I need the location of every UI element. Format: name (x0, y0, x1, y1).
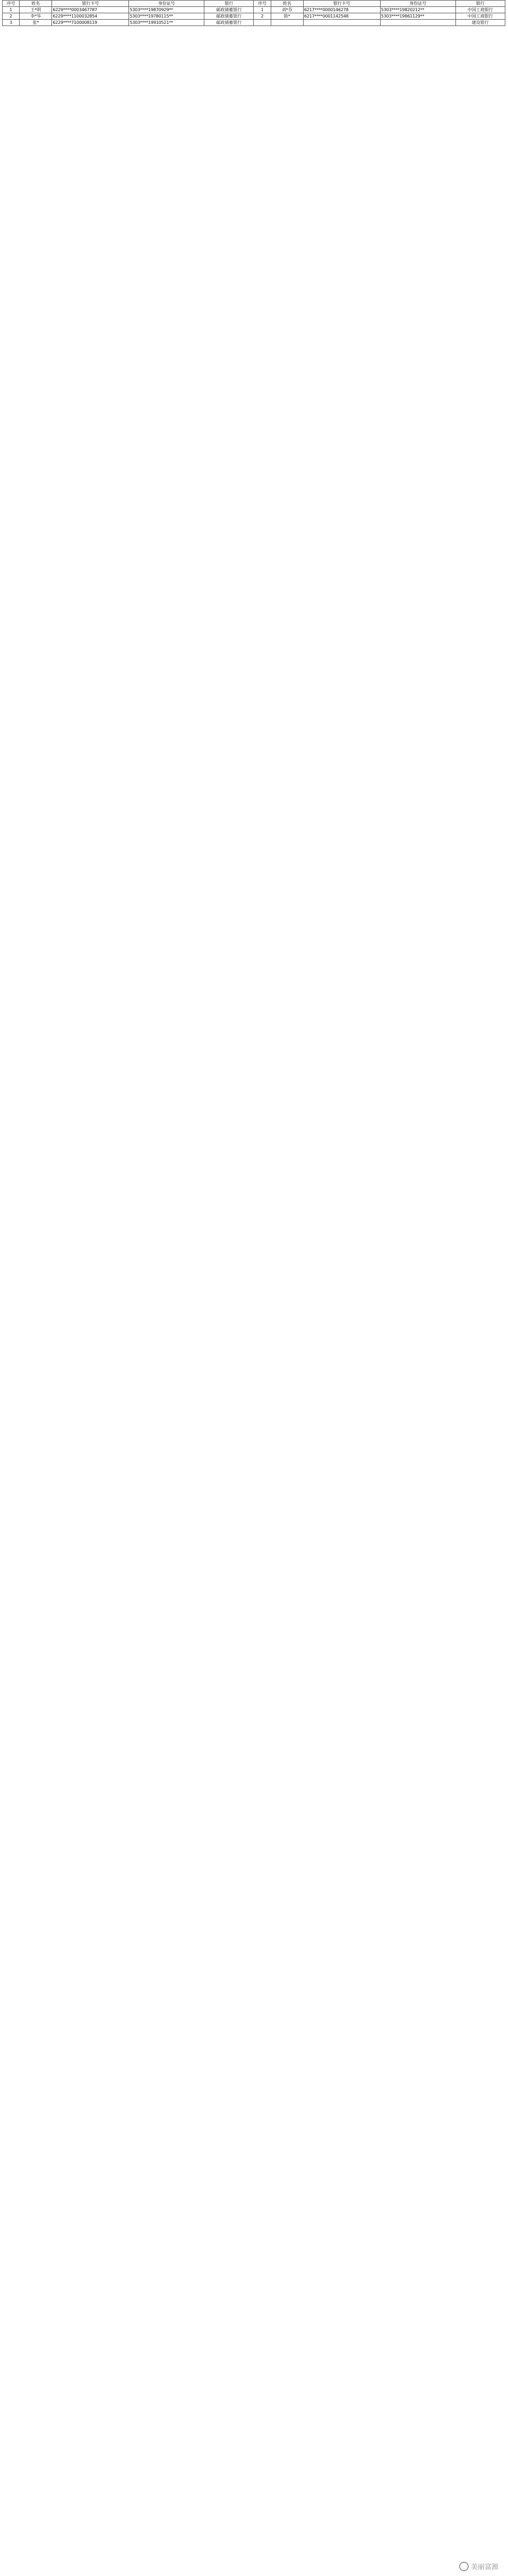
header-cell: 序号 (3, 1, 20, 7)
header-cell: 姓名 (20, 1, 52, 7)
header-cell: 银行 (455, 1, 505, 7)
header-cell: 身份证号 (380, 1, 455, 7)
cell-id: 5303****19910521** (129, 20, 204, 26)
cell-name: 李*华 (20, 13, 52, 20)
cell-account: 6229****1100032854 (52, 13, 129, 20)
header-cell: 银行 (204, 1, 254, 7)
cell-bank: 中国工商银行 (455, 13, 505, 20)
cell-account (303, 20, 380, 26)
table-row (3, 7, 505, 13)
cell-id: 5303****19870929** (129, 7, 204, 13)
cell-no: 2 (3, 13, 20, 20)
wechat-icon (459, 2562, 469, 2571)
sheet-body (3, 7, 505, 26)
cell-name: 张* (20, 20, 52, 26)
cell-no: 3 (3, 20, 20, 26)
cell-name: 陈* (271, 13, 303, 20)
header-cell: 序号 (254, 1, 271, 7)
cell-bank: 邮政储蓄银行 (204, 7, 254, 13)
cell-id: 5303****19861129** (380, 13, 455, 20)
cell-id: 5303****19780115** (129, 13, 204, 20)
cell-no: 1 (3, 7, 20, 13)
cell-name: 王*明 (20, 7, 52, 13)
data-sheet (2, 0, 505, 26)
header-cell: 姓名 (271, 1, 303, 7)
watermark-text: 美丽富源 (470, 2563, 498, 2571)
cell-bank: 建设银行 (455, 20, 505, 26)
cell-id (380, 20, 455, 26)
cell-no: 1 (254, 7, 271, 13)
cell-id: 5303****19820212** (380, 7, 455, 13)
header-cell: 银行卡号 (52, 1, 129, 7)
cell-no (254, 20, 271, 26)
cell-account: 6217****0001142548 (303, 13, 380, 20)
header-cell: 身份证号 (129, 1, 204, 7)
table-row (3, 20, 505, 26)
cell-account: 6217****0000146278 (303, 7, 380, 13)
cell-name (271, 20, 303, 26)
watermark (457, 2561, 501, 2572)
cell-bank: 中国工商银行 (455, 7, 505, 13)
cell-account: 6229****7100008119 (52, 20, 129, 26)
cell-bank: 邮政储蓄银行 (204, 13, 254, 20)
cell-account: 6229****0003467787 (52, 7, 129, 13)
header-cell: 银行卡号 (303, 1, 380, 7)
cell-bank: 邮政储蓄银行 (204, 20, 254, 26)
cell-name: 刘*芬 (271, 7, 303, 13)
cell-no: 2 (254, 13, 271, 20)
table-row (3, 13, 505, 20)
header-row (3, 1, 505, 7)
